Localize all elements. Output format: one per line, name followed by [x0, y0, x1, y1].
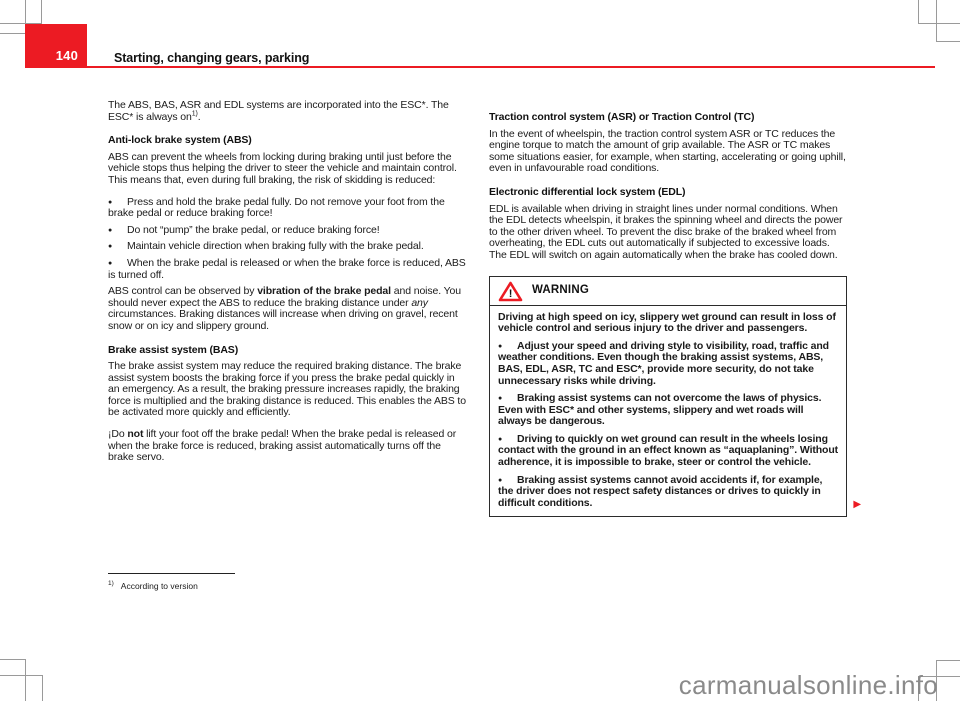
bullet-icon: ● [498, 395, 503, 403]
section-heading: Brake assist system (BAS) [108, 343, 239, 356]
paragraph: ¡Do not lift your foot off the brake pedal! When the brake pedal is released or when the brake force is reduced, braking assist automatically turns off the brake servo. [108, 428, 457, 464]
bullet-icon: ● [498, 342, 503, 350]
footnote-marker: 1) [108, 580, 114, 588]
bullet-icon: ● [108, 226, 113, 234]
warning-title: WARNING [532, 284, 589, 297]
footnote-rule [108, 573, 235, 574]
bullet-icon: ● [498, 476, 503, 484]
paragraph: The ABS, BAS, ASR and EDL systems are incorporated into the ESC*. The ESC* is always $on^{1)}$. [108, 99, 449, 123]
page-title: Starting, changing gears, parking [114, 51, 310, 65]
svg-text:!: ! [508, 287, 513, 300]
bullet-icon: ● [108, 259, 113, 267]
bullet-item: ● Do not “pump” the brake pedal, or reduce braking force! [108, 223, 380, 236]
paragraph: ABS can prevent the wheels from locking during braking until just before the vehicle stops thus helping the driver to steer the vehicle and maintain control. This means that, even during full braking, the risk of skidding is reduced: [108, 150, 457, 186]
bullet-icon: ● [498, 435, 503, 443]
left-column [108, 100, 466, 474]
bullet-item: ● Adjust your speed and driving style to visibility, road, traffic and weather conditions. Even though the braking assist systems, ABS, BAS, EDL, ASR, TC and ESC*, provide more security, do not take unnecessary risks while driving. [498, 339, 829, 387]
paragraph: ABS control can be observed by vibration of the brake pedal and noise. You should never expect the ABS to reduce the braking distance under any circumstances. Braking distances will increase when driving on gravel, recent snow or on icy and slippery ground. [108, 285, 461, 332]
paragraph: In the event of wheelspin, the traction control system ASR or TC reduces the engine torque to match the amount of grip available. The ASR or TC makes some situations easier, for example, when starting, accelerating or going uphill, even in unfavourable road conditions. [489, 127, 846, 175]
right-column [489, 100, 861, 517]
bullet-icon: ● [108, 198, 113, 206]
warning-box [489, 276, 861, 518]
page-number-badge [25, 24, 87, 68]
paragraph: EDL is available when driving in straight lines under normal conditions. When the EDL detects wheelspin, it brakes the spinning wheel and directs the power to the other driven wheel. To prevent the disc brake of the braked wheel from overheating, the EDL cuts out automatically if subjected to excessive loads. The EDL will switch on again automatically when the brake has cooled down. [489, 202, 843, 261]
bullet-item: ● Braking assist systems can not overcome the laws of physics. Even with ESC* and other systems, slippery and wet roads will always be dangerous. [498, 392, 822, 428]
crop-mark [918, 23, 960, 24]
bullet-item: ● When the brake pedal is released or when the brake force is reduced, ABS is turned off. [108, 256, 466, 281]
bullet-item: ● Maintain vehicle direction when braking fully with the brake pedal. [108, 240, 424, 253]
section-heading: Anti-lock brake system (ABS) [108, 134, 252, 147]
crop-mark [0, 33, 25, 34]
crop-mark [918, 0, 919, 24]
footnote [108, 573, 328, 591]
crop-mark [0, 659, 26, 660]
footnote-label: According to version [120, 581, 198, 591]
bullet-item: ● Press and hold the brake pedal fully. Do not remove your foot from the brake pedal or reduce braking force! [108, 195, 445, 220]
continuation-arrow-icon: ▶ [853, 499, 861, 511]
footnote-text [108, 581, 328, 591]
crop-mark [936, 660, 960, 661]
header-rule [25, 66, 935, 68]
warning-body [490, 306, 846, 517]
crop-mark [936, 41, 960, 42]
crop-mark [42, 675, 43, 701]
crop-mark [0, 675, 42, 676]
right-column-text [489, 112, 847, 262]
section-heading: Traction control system (ASR) or Traction Control (TC) [489, 111, 755, 123]
page-number: 140 [55, 48, 78, 63]
paragraph: Driving at high speed on icy, slippery wet ground can result in loss of vehicle control and serious injury to the driver and passengers. [498, 310, 836, 335]
section-heading: Electronic differential lock system (EDL) [489, 185, 686, 198]
warning-triangle-icon [498, 281, 523, 302]
crop-mark [936, 0, 937, 42]
watermark: carmanualsonline.info [678, 670, 938, 700]
warning-header [490, 277, 846, 306]
paragraph: The brake assist system may reduce the required braking distance. The brake assist system boosts the braking force if you press the brake pedal quickly in an emergency. As a result, the braking pressure increases rapidly, the braking force is multiplied and the braking distance is reduced. This enables the ABS to be activated more quickly and efficiently. [108, 360, 466, 419]
bullet-item: ● Driving to quickly on wet ground can result in the wheels losing contact with the ground in an effect known as “aquaplaning”. Without adherence, it is impossible to brake, steer or control the vehicle. [498, 432, 838, 469]
bullet-item: ● Braking assist systems cannot avoid accidents if, for example, the driver does not respect safety distances or drives to quickly in difficult conditions. [498, 473, 823, 509]
crop-mark [25, 659, 26, 701]
bullet-icon: ● [108, 243, 113, 251]
crop-mark [41, 0, 42, 24]
